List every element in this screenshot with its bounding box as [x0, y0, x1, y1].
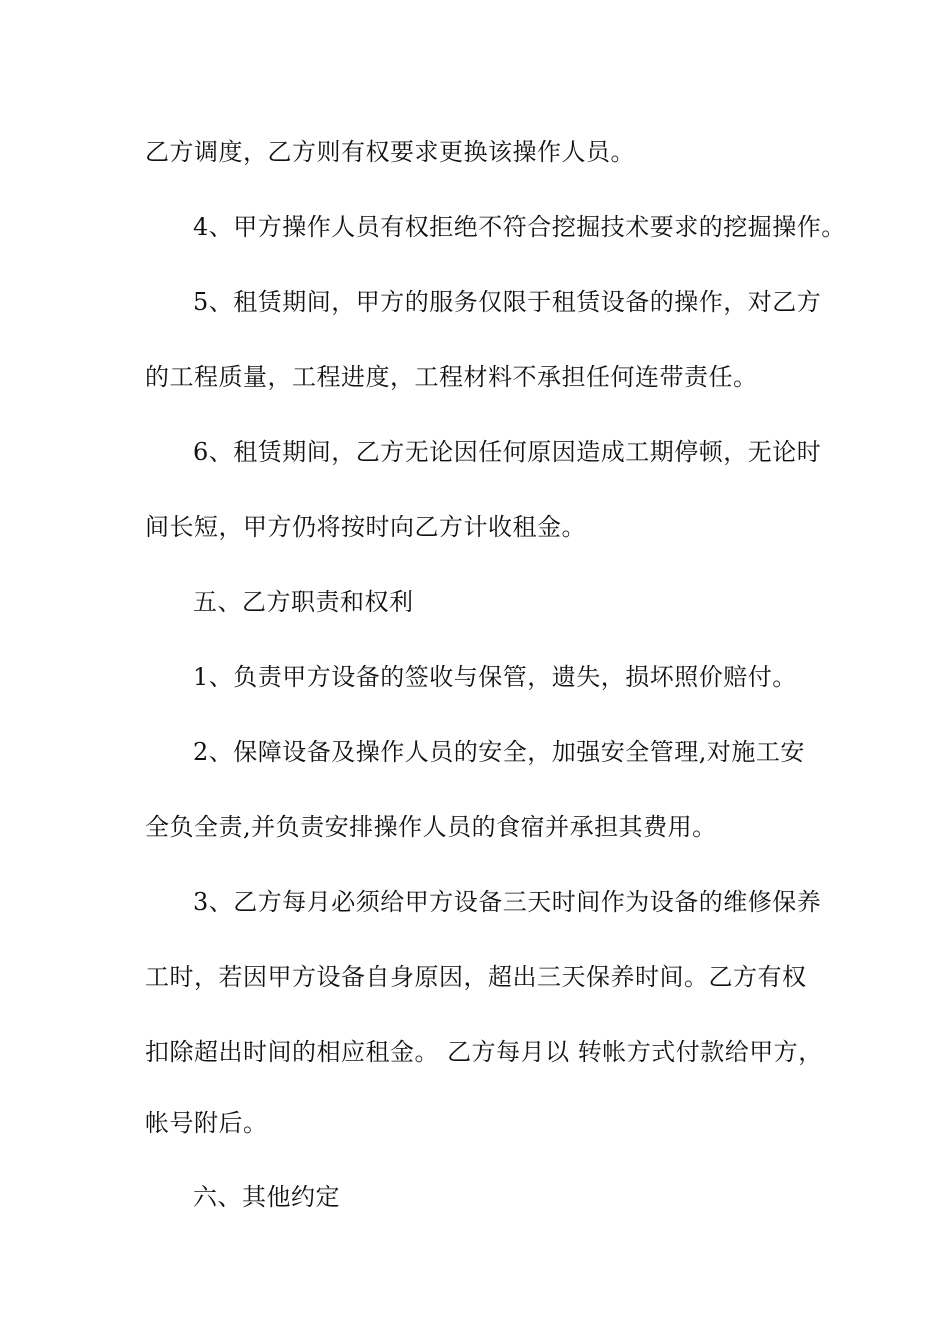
- text-line: 6、租赁期间，乙方无论因任何原因造成工期停顿，无论时: [193, 438, 822, 466]
- text-line: 4、甲方操作人员有权拒绝不符合挖掘技术要求的挖掘操作。: [193, 213, 846, 241]
- text-line: 工时，若因甲方设备自身原因，超出三天保养时间。乙方有权: [145, 963, 807, 991]
- text-line: 扣除超出时间的相应租金。 乙方每月以 转帐方式付款给甲方，: [145, 1038, 823, 1066]
- text-line: 间长短，甲方仍将按时向乙方计收租金。: [145, 513, 586, 541]
- text-line: 乙方调度，乙方则有权要求更换该操作人员。: [145, 138, 635, 166]
- text-line: 1、负责甲方设备的签收与保管，遗失，损坏照价赔付。: [193, 663, 797, 691]
- section-heading: 五、乙方职责和权利: [193, 588, 414, 616]
- section-heading: 六、其他约定: [193, 1183, 340, 1211]
- text-line: 5、租赁期间，甲方的服务仅限于租赁设备的操作，对乙方: [193, 288, 822, 316]
- text-line: 全负全责,并负责安排操作人员的食宿并承担其费用。: [145, 813, 717, 841]
- text-line: 3、乙方每月必须给甲方设备三天时间作为设备的维修保养: [193, 888, 822, 916]
- text-line: 的工程质量，工程进度，工程材料不承担任何连带责任。: [145, 363, 758, 391]
- text-line: 帐号附后。: [145, 1109, 268, 1137]
- text-line: 2、保障设备及操作人员的安全，加强安全管理,对施工安: [193, 738, 805, 766]
